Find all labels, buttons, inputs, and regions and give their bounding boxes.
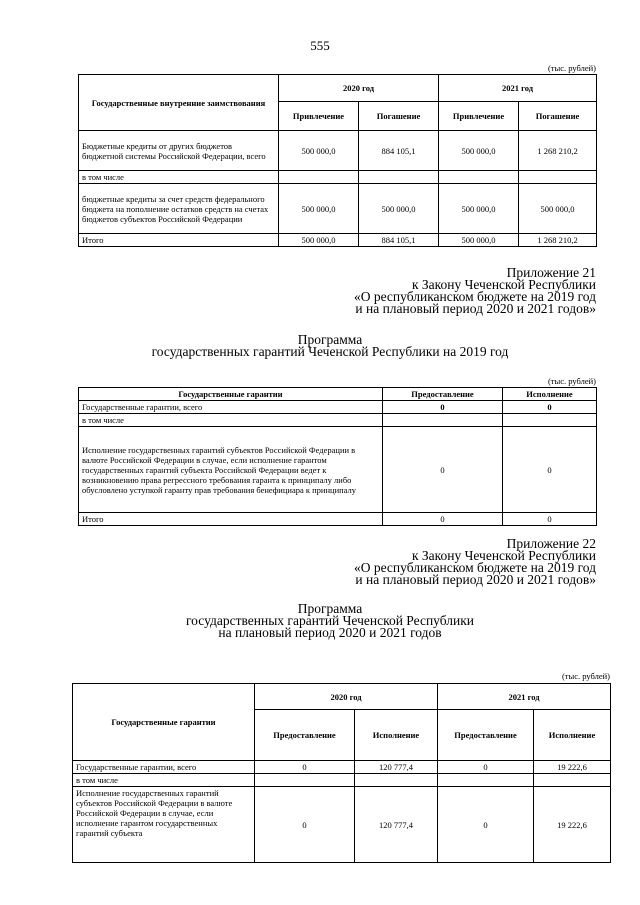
- cell-value: 1 268 210,2: [519, 131, 597, 171]
- cell-value: [279, 171, 359, 184]
- row-label: в том числе: [79, 414, 383, 427]
- cell-value: 120 777,4: [355, 787, 438, 863]
- row-label: в том числе: [73, 774, 255, 787]
- guarantees-2020-2021-table: [72, 683, 611, 863]
- col-header: Предоставление: [383, 388, 503, 401]
- annex-line: к Закону Чеченской Республики: [411, 277, 596, 292]
- cell-value: 500 000,0: [359, 184, 439, 234]
- cell-value: 1 268 210,2: [519, 234, 597, 247]
- row-label: Итого: [79, 234, 279, 247]
- cell-value: 19 222,6: [534, 787, 611, 863]
- title-line: на плановый период 2020 и 2021 годов: [218, 625, 442, 640]
- cell-value: 884 105,1: [359, 234, 439, 247]
- year-header-2021: 2021 год: [439, 75, 597, 102]
- cell-value: 19 222,6: [534, 761, 611, 774]
- year-header-2021: 2021 год: [438, 684, 611, 710]
- table-row: [79, 427, 597, 513]
- row-label: в том числе: [79, 171, 279, 184]
- cell-value: [438, 774, 534, 787]
- annex-line: Приложение 21: [506, 265, 596, 280]
- sub-header: Привлечение: [279, 102, 359, 131]
- cell-value: 500 000,0: [439, 131, 519, 171]
- cell-value: 0: [438, 761, 534, 774]
- cell-value: [519, 171, 597, 184]
- table-row: [79, 401, 597, 414]
- annex-21-header: [354, 267, 596, 315]
- year-header-2020: 2020 год: [279, 75, 439, 102]
- cell-value: 0: [383, 427, 503, 513]
- cell-value: 0: [503, 513, 597, 526]
- row-label: бюджетные кредиты за счет средств федерального бюджета на пополнение остатков средств на счетах бюджетов субъектов Российской Федерации: [79, 184, 279, 234]
- cell-value: 0: [503, 427, 597, 513]
- cell-value: [439, 171, 519, 184]
- sub-header: Привлечение: [439, 102, 519, 131]
- page-number: 555: [310, 38, 330, 53]
- table-row: [79, 234, 597, 247]
- cell-value: 500 000,0: [279, 234, 359, 247]
- units-note-1: (тыс. рублей): [547, 63, 596, 73]
- annex-line: «О республиканском бюджете на 2019 год: [353, 289, 596, 304]
- cell-value: [255, 774, 355, 787]
- sub-header: Исполнение: [355, 710, 438, 761]
- cell-value: [355, 774, 438, 787]
- col-header: Исполнение: [503, 388, 597, 401]
- cell-value: 884 105,1: [359, 131, 439, 171]
- annex-22-header: [354, 538, 596, 586]
- cell-value: 120 777,4: [355, 761, 438, 774]
- col-header-guarantees: Государственные гарантии: [73, 684, 255, 761]
- title-line: Программа: [297, 332, 363, 347]
- sub-header: Погашение: [519, 102, 597, 131]
- row-label: Государственные гарантии, всего: [73, 761, 255, 774]
- cell-value: 0: [383, 401, 503, 414]
- table-row: [79, 184, 597, 234]
- row-label: Бюджетные кредиты от других бюджетов бюджетной системы Российской Федерации, всего: [79, 131, 279, 171]
- program-title-2020-2021: [60, 603, 600, 639]
- table-row: [73, 787, 611, 863]
- cell-value: 500 000,0: [439, 234, 519, 247]
- table-row: [73, 774, 611, 787]
- borrowings-table: [78, 74, 597, 247]
- cell-value: 0: [255, 761, 355, 774]
- annex-line: «О республиканском бюджете на 2019 год: [353, 560, 596, 575]
- units-note-2: (тыс. рублей): [547, 376, 596, 386]
- row-label: Итого: [79, 513, 383, 526]
- cell-value: 500 000,0: [279, 131, 359, 171]
- annex-line: к Закону Чеченской Республики: [411, 548, 596, 563]
- guarantees-2019-table: [78, 387, 597, 526]
- cell-value: [359, 171, 439, 184]
- cell-value: 0: [438, 787, 534, 863]
- table-row: [79, 513, 597, 526]
- cell-value: 0: [503, 401, 597, 414]
- cell-value: 500 000,0: [439, 184, 519, 234]
- cell-value: [383, 414, 503, 427]
- annex-line: и на плановый период 2020 и 2021 годов»: [355, 301, 596, 316]
- annex-line: Приложение 22: [506, 536, 596, 551]
- year-header-2020: 2020 год: [255, 684, 438, 710]
- cell-value: [503, 414, 597, 427]
- sub-header: Исполнение: [534, 710, 611, 761]
- title-line: государственных гарантий Чеченской Республики: [185, 613, 475, 628]
- cell-value: 500 000,0: [519, 184, 597, 234]
- sub-header: Предоставление: [255, 710, 355, 761]
- row-label: Государственные гарантии, всего: [79, 401, 383, 414]
- cell-value: [534, 774, 611, 787]
- table-row: [79, 414, 597, 427]
- table-row: [73, 761, 611, 774]
- cell-value: 500 000,0: [279, 184, 359, 234]
- title-line: государственных гарантий Чеченской Республики на 2019 год: [151, 344, 509, 359]
- row-label: Исполнение государственных гарантий субъектов Российской Федерации в валюте Российской Федерации в случае, если исполнение гарантом государственных гарантий субъекта: [73, 787, 255, 863]
- cell-value: 0: [255, 787, 355, 863]
- units-note-3: (тыс. рублей): [561, 671, 610, 681]
- sub-header: Погашение: [359, 102, 439, 131]
- table-row: [79, 131, 597, 171]
- sub-header: Предоставление: [438, 710, 534, 761]
- title-line: Программа: [297, 601, 363, 616]
- program-title-2019: [60, 334, 600, 358]
- col-header-borrowings: Государственные внутренние заимствования: [79, 75, 279, 131]
- col-header: Государственные гарантии: [79, 388, 383, 401]
- row-label: Исполнение государственных гарантий субъектов Российской Федерации в валюте Российской Федерации в случае, если исполнение гарантом государственных гарантий субъекта Российской Федерации ведет к возникновению права регрессного требования гаранта к принципалу либо обусловлено уступкой гаранту прав требования бенефициара к принципалу: [79, 427, 383, 513]
- cell-value: 0: [383, 513, 503, 526]
- annex-line: и на плановый период 2020 и 2021 годов»: [355, 572, 596, 587]
- table-row: [79, 171, 597, 184]
